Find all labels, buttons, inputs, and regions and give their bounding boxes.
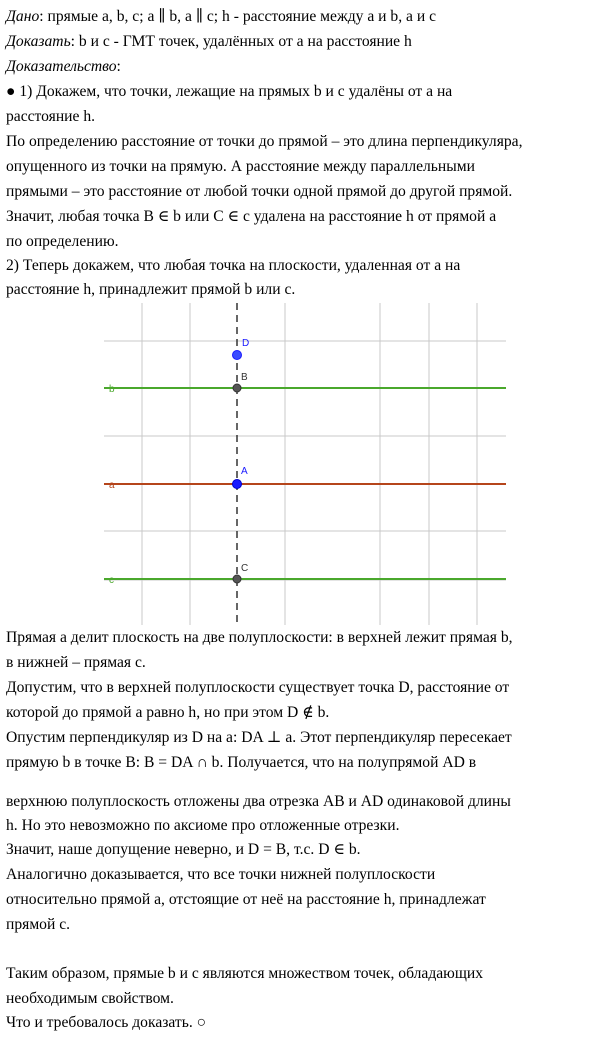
text-line: Допустим, что в верхней полуплоскости существует точка D, расстояние от — [6, 679, 510, 696]
text-line: в нижней – прямая c. — [6, 654, 146, 671]
given-line — [6, 7, 436, 27]
text-line: Прямая a делит плоскость на две полуплоскости: в верхней лежит прямая b, — [6, 629, 513, 646]
text-line: ● 1) Докажем, что точки, лежащие на прямых b и c удалёны от a на — [6, 83, 453, 100]
text-line: Что и требовалось доказать. ○ — [6, 1014, 207, 1031]
proof-colon: : — [116, 58, 121, 75]
text-line: Опустим перпендикуляр из D на a: DA ⊥ a. Этот перпендикуляр пересекает — [6, 729, 512, 746]
text-line: Значит, наше допущение неверно, и D = B, т.с. D ∈ b. — [6, 841, 361, 858]
text-line: По определению расстояние от точки до прямой – это длина перпендикуляра, — [6, 133, 523, 150]
given-label: Дано — [6, 8, 40, 25]
prove-label: Доказать — [6, 33, 71, 50]
text-line: Аналогично доказывается, что все точки нижней полуплоскости — [6, 866, 436, 883]
text-line: по определению. — [6, 233, 119, 250]
prove-text: : b и c - ГМТ точек, удалённых от a на расстояние h — [70, 33, 412, 50]
point-c — [233, 575, 241, 583]
text-line: относительно прямой a, отстоящие от неё на расстояние h, принадлежат — [6, 891, 486, 908]
text-line: расстояние h. — [6, 108, 96, 125]
label-point-a: A — [241, 466, 248, 477]
point-b — [233, 384, 241, 392]
label-point-c: C — [241, 563, 249, 574]
text-line: h. Но это невозможно по аксиоме про отложенные отрезки. — [6, 817, 400, 834]
text-line: которой до прямой a равно h, но при этом D ∉ b. — [6, 704, 330, 721]
label-line-a: a — [109, 480, 115, 491]
proof-heading — [6, 57, 121, 77]
text-line: необходимым свойством. — [6, 990, 174, 1007]
point-d — [233, 351, 242, 360]
text-line: Таким образом, прямые b и c являются множеством точек, обладающих — [6, 965, 483, 982]
label-point-d: D — [242, 338, 250, 349]
text-line: 2) Теперь докажем, что любая точка на плоскости, удаленная от a на — [6, 257, 461, 274]
grid — [104, 303, 506, 625]
proof-label: Доказательство — [6, 58, 117, 75]
given-text: : прямые a, b, c; a ∥ b, a ∥ c; h - расстояние между a и b, a и c — [39, 8, 436, 25]
text-line: Значит, любая точка B ∈ b или C ∈ c удалена на расстояние h от прямой a — [6, 208, 497, 225]
text-line: верхнюю полуплоскость отложены два отрезка AB и AD одинаковой длины — [6, 793, 511, 810]
label-line-b: b — [109, 384, 115, 395]
geometry-figure — [104, 303, 506, 625]
label-line-c: c — [109, 575, 114, 586]
label-point-b: B — [241, 372, 248, 383]
text-line: прямую b в точке B: B = DA ∩ b. Получается, что на полупрямой AD в — [6, 754, 477, 771]
text-line: прямой c. — [6, 916, 71, 933]
text-line: опущенного из точки на прямую. А расстояние между параллельными — [6, 158, 475, 175]
prove-line — [6, 32, 412, 52]
point-a — [233, 480, 242, 489]
text-line: расстояние h, принадлежит прямой b или c. — [6, 281, 296, 298]
text-line: прямыми – это расстояние от любой точки одной прямой до другой прямой. — [6, 183, 513, 200]
